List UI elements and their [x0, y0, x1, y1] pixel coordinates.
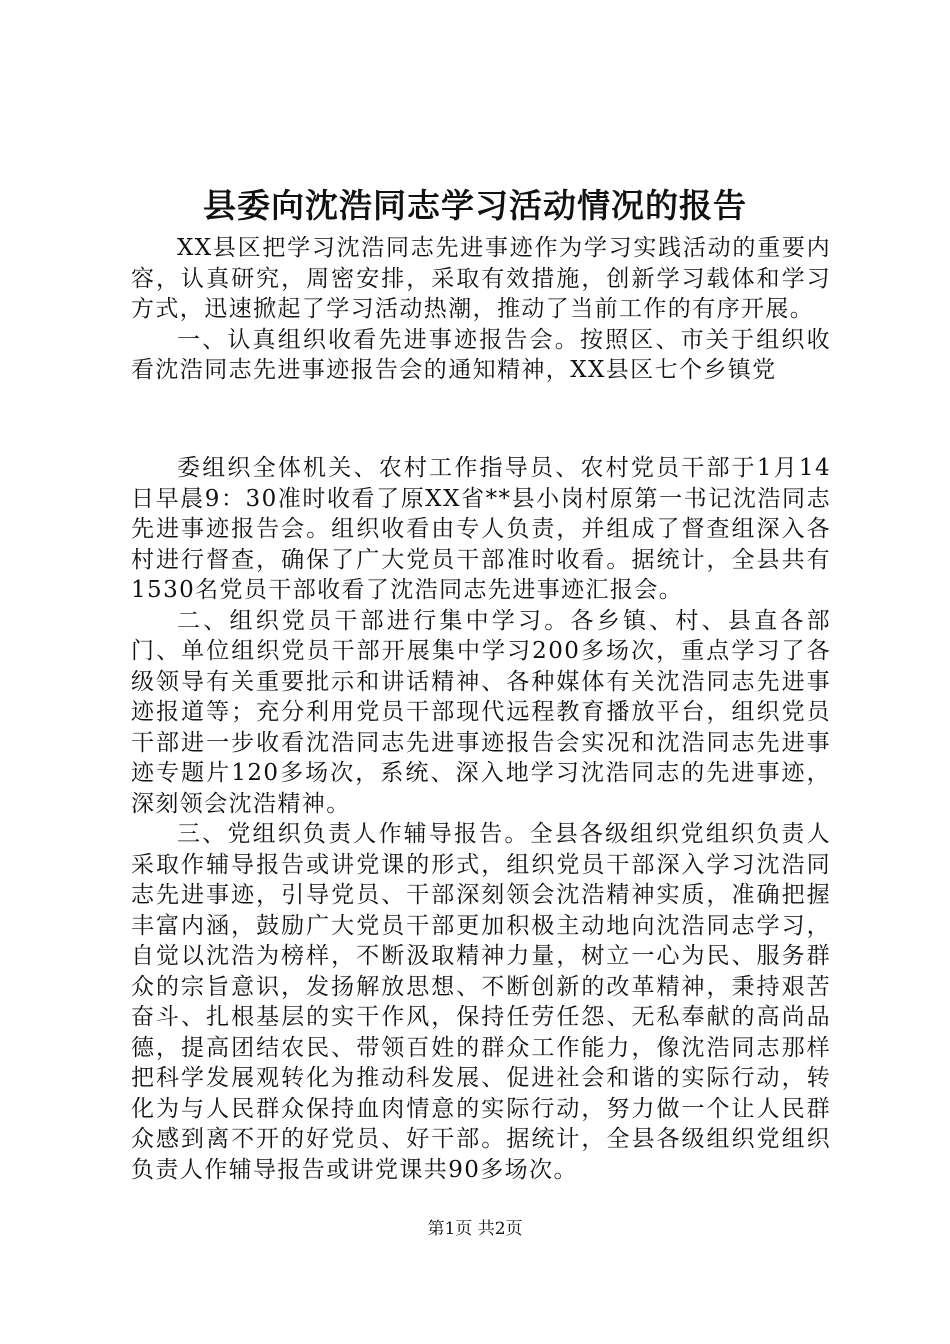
body-section-2: [131, 453, 831, 1185]
paragraph-section-two: 二、组织党员干部进行集中学习。各乡镇、村、县直各部门、单位组织党员干部开展集中学习200多场次，重点学习了各级领导有关重要批示和讲话精神、各种媒体有关沈浩同志先进事迹报道等；充分利用党员干部现代远程教育播放平台，组织党员干部进一步收看沈浩同志先进事迹报告会实况和沈浩同志先进事迹专题片120多场次，系统、深入地学习沈浩同志的先进事迹，深刻领会沈浩精神。: [131, 607, 831, 817]
paragraph-section-three: 三、党组织负责人作辅导报告。全县各级组织党组织负责人采取作辅导报告或讲党课的形式，组织党员干部深入学习沈浩同志先进事迹，引导党员、干部深刻领会沈浩精神实质，准确把握丰富内涵，鼓励广大党员干部更加积极主动地向沈浩同志学习，自觉以沈浩为榜样，不断汲取精神力量，树立一心为民、服务群众的宗旨意识，发扬解放思想、不断创新的改革精神，秉持艰苦奋斗、扎根基层的实干作风，保持任劳任怨、无私奉献的高尚品德，提高团结农民、带领百姓的群众工作能力，像沈浩同志那样把科学发展观转化为推动科发展、促进社会和谐的实际行动，转化为与人民群众保持血肉情意的实际行动，努力做一个让人民群众感到离不开的好党员、好干部。据统计，全县各级组织党组织负责人作辅导报告或讲党课共90多场次。: [131, 821, 831, 1183]
body-section-1: [131, 233, 831, 386]
paragraph-intro: XX县区把学习沈浩同志先进事迹作为学习实践活动的重要内容，认真研究，周密安排，采取有效措施，创新学习载体和学习方式，迅速掀起了学习活动热潮，推动了当前工作的有序开展。: [131, 235, 831, 322]
document-title: 县委向沈浩同志学习活动情况的报告: [203, 186, 747, 225]
paragraph-section-one-start: 一、认真组织收看先进事迹报告会。按照区、市关于组织收看沈浩同志先进事迹报告会的通知精神，XX县区七个乡镇党: [131, 326, 831, 383]
page-footer: 第1页 共2页: [427, 1219, 523, 1239]
paragraph-section-one-continued: 委组织全体机关、农村工作指导员、农村党员干部于1月14日早晨9：30准时收看了原XX省**县小岗村原第一书记沈浩同志先进事迹报告会。组织收看由专人负责，并组成了督查组深入各村进行督查，确保了广大党员干部准时收看。据统计，全县共有1530名党员干部收看了沈浩同志先进事迹汇报会。: [131, 455, 831, 603]
